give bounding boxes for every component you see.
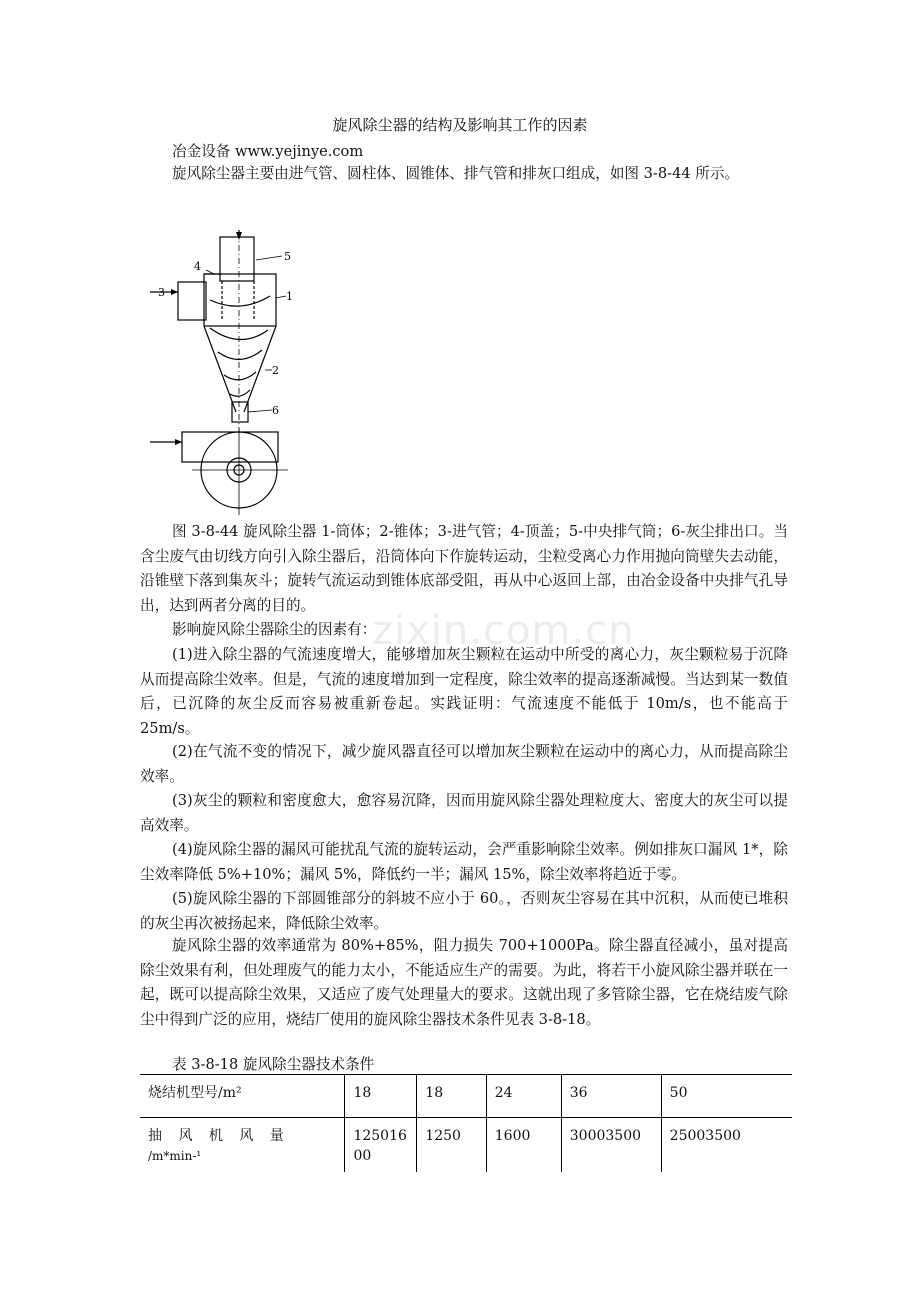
table-cell: 36 xyxy=(561,1075,661,1118)
table-cell: 125016 00 xyxy=(345,1118,417,1173)
source-line: 冶金设备 www.yejinye.com xyxy=(172,143,364,160)
label-2: 2 xyxy=(272,364,279,377)
table-cell: 30003500 xyxy=(561,1118,661,1173)
table-cell: 25003500 xyxy=(661,1118,792,1173)
factor-1: (1)进入除尘器的气流速度增大，能够增加灰尘颗粒在运动中所受的离心力，灰尘颗粒易于沉降从而提高除尘效率。但是，气流的速度增加到一定程度，除尘效率的提高逐渐减慢。当达到某一数值后，已沉降的灰尘反而容易被重新卷起。实践证明：气流速度不能低于 10m/s，也不能高于 25m/s。 xyxy=(140,646,788,737)
label-6: 6 xyxy=(272,404,279,417)
table-cell: 50 xyxy=(661,1075,792,1118)
table-cell: 1250 xyxy=(417,1118,486,1173)
table-cell: 18 xyxy=(345,1075,417,1118)
factor-3: (3)灰尘的颗粒和密度愈大，愈容易沉降，因而用旋风除尘器处理粒度大、密度大的灰尘可以提高效率。 xyxy=(140,792,788,834)
factor-5: (5)旋风除尘器的下部圆锥部分的斜坡不应小于 60。，否则灰尘容易在其中沉积，从而使已堆积的灰尘再次被扬起来，降低除尘效率。 xyxy=(140,890,788,932)
intro-paragraph: 旋风除尘器主要由进气管、圆柱体、圆锥体、排气管和排灰口组成，如图 3-8-44 所示。 xyxy=(172,165,740,182)
label-1: 1 xyxy=(286,290,293,303)
factors-heading: 影响旋风除尘器除尘的因素有： xyxy=(172,621,377,638)
factor-2: (2)在气流不变的情况下，减少旋风器直径可以增加灰尘颗粒在运动中的离心力，从而提高除尘效率。 xyxy=(140,743,788,785)
label-4: 4 xyxy=(194,260,201,273)
caption-paragraph: 图 3-8-44 旋风除尘器 1-筒体；2-锥体；3-进气管；4-顶盖；5-中央排气筒；6-灰尘排出口。当含尘废气由切线方向引入除尘器后，沿筒体向下作旋转运动，尘粒受离心力作用抛向筒壁失去动能，沿锥壁下落到集灰斗；旋转气流运动到锥体底部受阻，再从中心返回上部，由冶金设备中央排气孔导出，达到两者分离的目的。 xyxy=(140,523,788,614)
table-cell xyxy=(140,1118,345,1173)
factor-4: (4)旋风除尘器的漏风可能扰乱气流的旋转运动，会严重影响除尘效率。例如排灰口漏风 1*，除尘效率降低 5%+10%；漏风 5%，降低约一半；漏风 15%，除尘效率将趋近于零。 xyxy=(140,841,788,883)
table-row xyxy=(140,1118,792,1173)
spec-table xyxy=(140,1074,792,1172)
watermark-text: zixin.com.cn xyxy=(372,608,635,654)
table-cell: 烧结机型号/m² xyxy=(140,1075,345,1118)
document-title: 旋风除尘器的结构及影响其工作的因素 xyxy=(332,116,588,134)
label-3: 3 xyxy=(158,286,165,299)
table-cell: 1600 xyxy=(486,1118,561,1173)
cyclone-diagram xyxy=(140,230,310,515)
summary-paragraph: 旋风除尘器的效率通常为 80%+85%，阻力损失 700+1000Pa。除尘器直径减小，虽对提高除尘效果有利，但处理废气的能力太小，不能适应生产的需要。为此，将若干小旋风除尘器并联在一起，既可以提高除尘效果，又适应了废气处理量大的要求。这就出现了多管除尘器，它在烧结废气除尘中得到广泛的应用，烧结厂使用的旋风除尘器技术条件见表 3-8-18。 xyxy=(140,937,788,1028)
table-row xyxy=(140,1075,792,1118)
row-label-main: 抽 风 机 风 量 xyxy=(148,1128,290,1144)
table-cell: 18 xyxy=(417,1075,486,1118)
table-caption: 表 3-8-18 旋风除尘器技术条件 xyxy=(172,1056,375,1073)
table-cell: 24 xyxy=(486,1075,561,1118)
label-5: 5 xyxy=(284,250,291,263)
row-label-unit: /m*min-¹ xyxy=(148,1149,202,1163)
